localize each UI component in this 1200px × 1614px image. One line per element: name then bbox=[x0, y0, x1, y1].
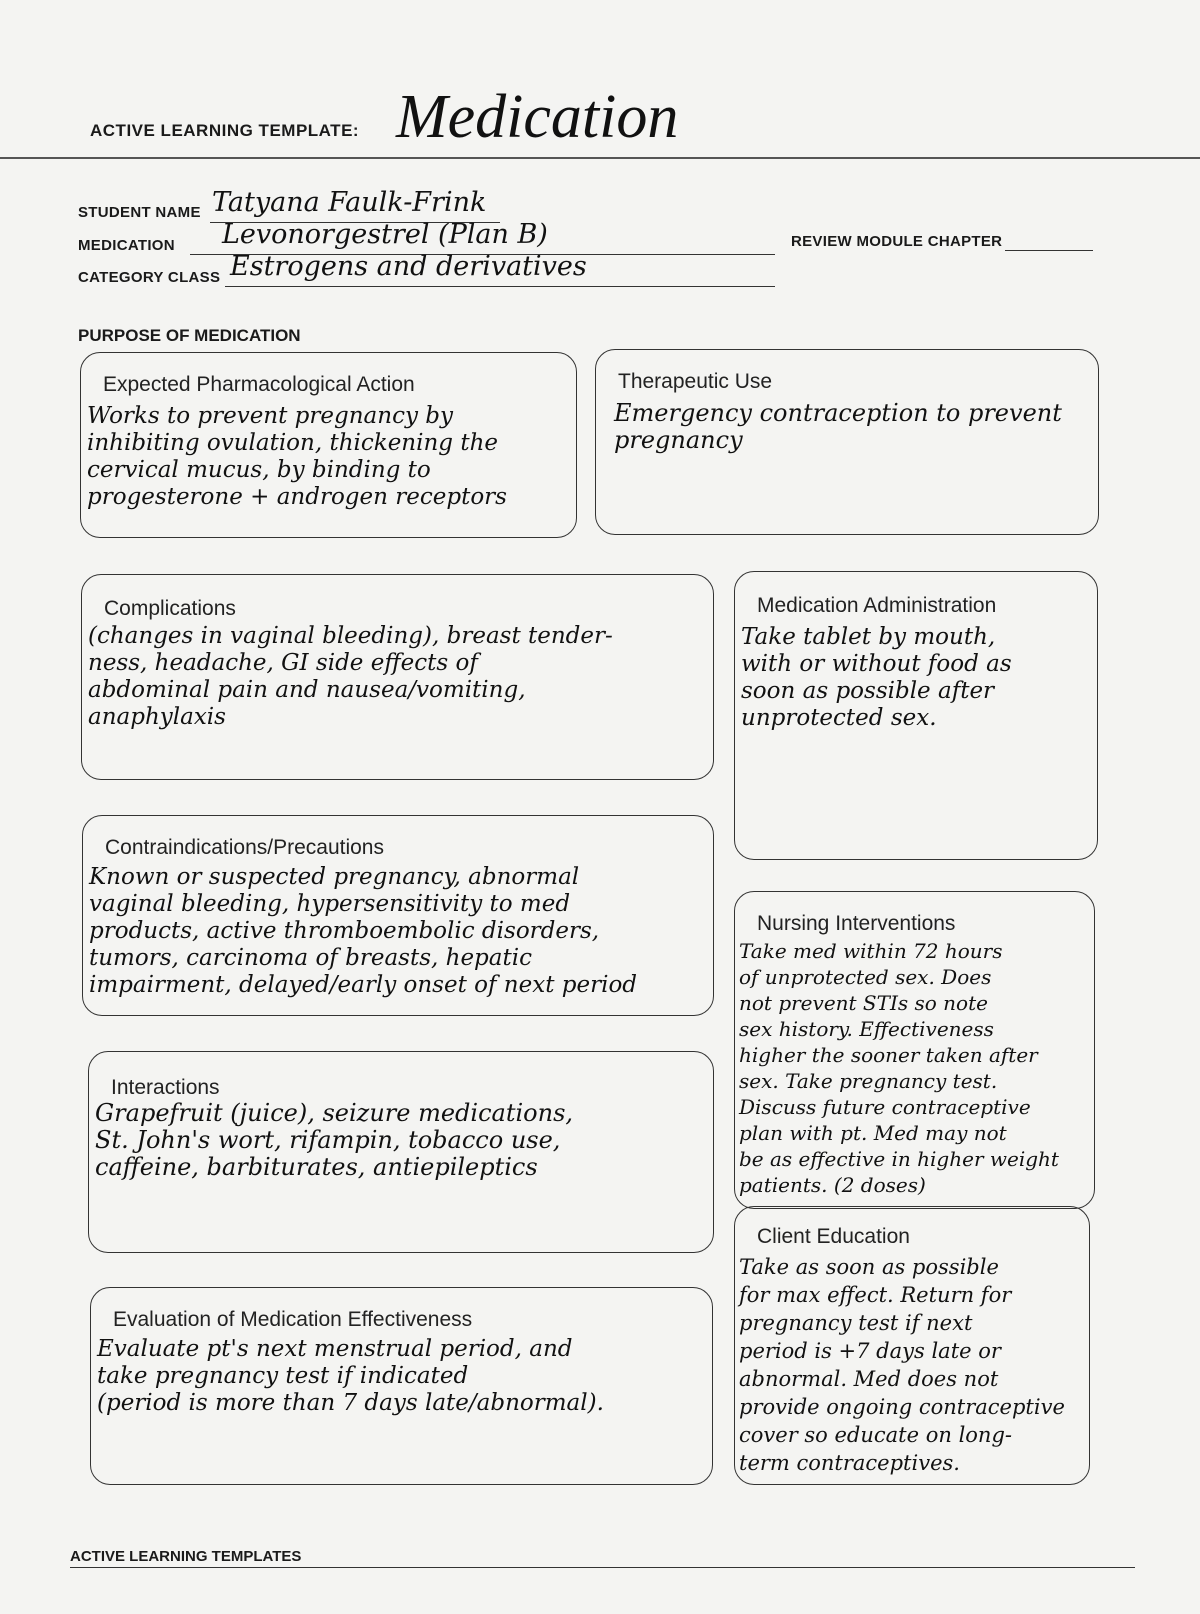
template-title: Medication bbox=[396, 83, 679, 151]
student-name-value: Tatyana Faulk-Frink bbox=[212, 187, 487, 218]
administration-text: Take tablet by mouth, with or without food as soon as possible after unprotected sex. bbox=[741, 624, 1012, 731]
pharm-action-title: Expected Pharmacological Action bbox=[103, 373, 415, 396]
contraindications-box bbox=[82, 815, 714, 1016]
client-education-title: Client Education bbox=[757, 1225, 910, 1248]
contraindications-text: Known or suspected pregnancy, abnormal vaginal bleeding, hypersensitivity to med products, active thromboembolic disorders, tumors, carcinoma of breasts, hepatic impairment, delayed/early onset of next period bbox=[89, 864, 638, 998]
pharm-action-box bbox=[80, 352, 577, 538]
pharm-action-text: Works to prevent pregnancy by inhibiting ovulation, thickening the cervical mucus, by binding to progesterone + androgen receptors bbox=[87, 403, 507, 510]
complications-text: (changes in vaginal bleeding), breast tender- ness, headache, GI side effects of abdominal pain and nausea/vomiting, anaphylaxis bbox=[88, 623, 613, 730]
category-class-line bbox=[225, 286, 775, 287]
header-divider bbox=[0, 157, 1200, 159]
review-module-line bbox=[1005, 250, 1093, 251]
student-name-label: STUDENT NAME bbox=[78, 204, 201, 221]
administration-box bbox=[734, 571, 1098, 860]
therapeutic-use-text: Emergency contraception to prevent pregnancy bbox=[614, 399, 1062, 454]
contraindications-title: Contraindications/Precautions bbox=[105, 836, 384, 859]
complications-box bbox=[81, 574, 714, 780]
footer-divider bbox=[70, 1567, 1135, 1568]
interactions-title: Interactions bbox=[111, 1076, 220, 1099]
nursing-interventions-box bbox=[734, 891, 1095, 1209]
category-class-value: Estrogens and derivatives bbox=[230, 251, 587, 282]
medication-label: MEDICATION bbox=[78, 237, 175, 254]
nursing-interventions-title: Nursing Interventions bbox=[757, 912, 956, 935]
complications-title: Complications bbox=[104, 597, 236, 620]
administration-title: Medication Administration bbox=[757, 594, 997, 617]
client-education-box bbox=[734, 1206, 1090, 1485]
footer-label: ACTIVE LEARNING TEMPLATES bbox=[70, 1548, 302, 1565]
template-label: ACTIVE LEARNING TEMPLATE: bbox=[90, 121, 360, 140]
medication-value: Levonorgestrel (Plan B) bbox=[222, 219, 548, 250]
evaluation-box bbox=[90, 1287, 713, 1485]
evaluation-text: Evaluate pt's next menstrual period, and take pregnancy test if indicated (period is more than 7 days late/abnormal). bbox=[97, 1336, 604, 1416]
evaluation-title: Evaluation of Medication Effectiveness bbox=[113, 1308, 473, 1331]
purpose-title: PURPOSE OF MEDICATION bbox=[78, 326, 301, 345]
interactions-box bbox=[88, 1051, 714, 1253]
category-class-label: CATEGORY CLASS bbox=[78, 269, 221, 286]
nursing-interventions-text: Take med within 72 hours of unprotected sex. Does not prevent STIs so note sex history. Effectiveness higher the sooner taken after sex. Take pregnancy test. Discuss future contraceptive plan with pt. Med may not be as effective in higher weight patients. (2 doses) bbox=[739, 939, 1059, 1197]
therapeutic-use-box bbox=[595, 349, 1099, 535]
interactions-text: Grapefruit (juice), seizure medications, St. John's wort, rifampin, tobacco use, caffeine, barbiturates, antiepileptics bbox=[95, 1099, 574, 1181]
therapeutic-use-title: Therapeutic Use bbox=[618, 370, 773, 393]
client-education-text: Take as soon as possible for max effect. Return for pregnancy test if next period is +7 days late or abnormal. Med does not provide ongoing contraceptive cover so educate on long- term contraceptives. bbox=[739, 1255, 1065, 1475]
review-module-label: REVIEW MODULE CHAPTER bbox=[791, 233, 1003, 250]
